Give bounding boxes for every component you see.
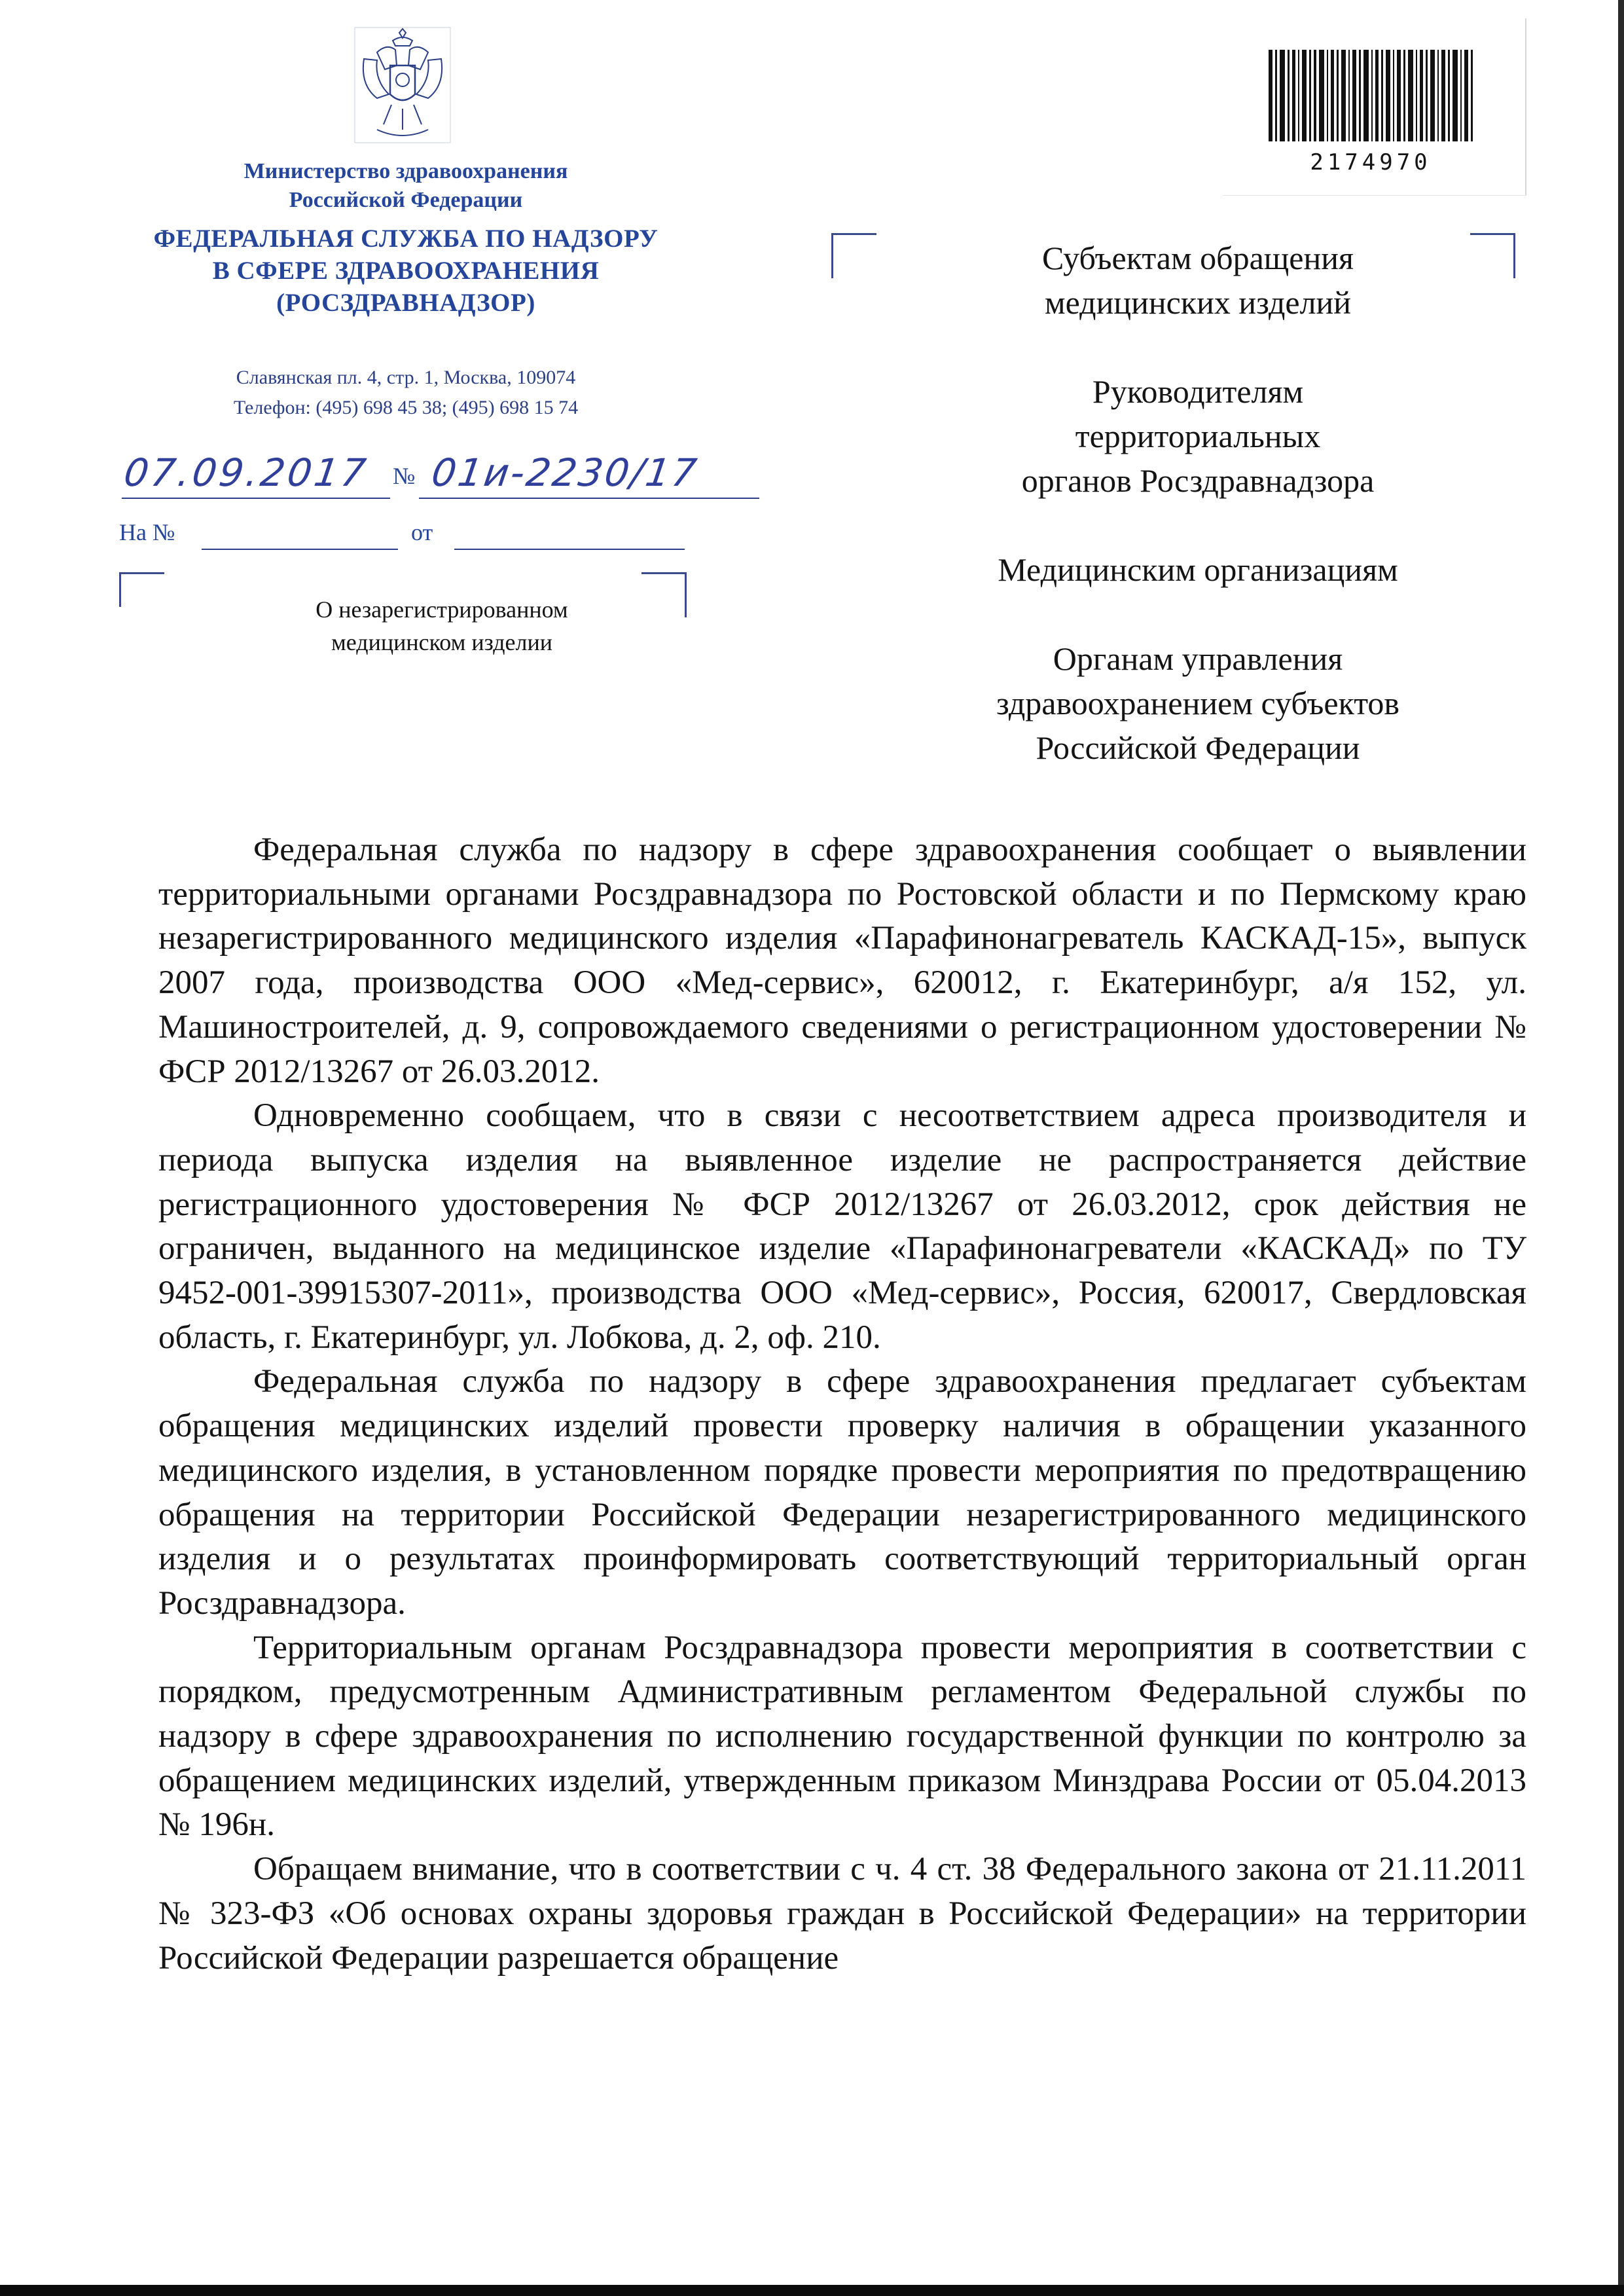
barcode-icon bbox=[1266, 50, 1475, 155]
letter-subject bbox=[249, 593, 635, 659]
addressee-line: Субъектам обращения bbox=[1042, 240, 1354, 276]
phone-line: Телефон: (495) 698 45 38; (495) 698 15 74 bbox=[233, 397, 579, 418]
subject-line: медицинском изделии bbox=[331, 629, 553, 655]
service-name bbox=[85, 223, 727, 319]
addressee-line: территориальных bbox=[1075, 418, 1321, 454]
scan-edge-bottom bbox=[0, 2285, 1624, 2296]
addressee-item bbox=[916, 236, 1479, 325]
body-paragraph: Территориальным органам Росздравнадзора провести мероприятия в соответствии с порядком, предусмотренным Административным регламентом Федеральной службы по надзору в сфере здравоохранения по исполнению государственной функции по контролю за обращением медицинских изделий, утвержденным приказом Минздрава России от 05.04.2013 № 196н. bbox=[158, 1629, 1526, 1844]
addressee-line: Руководителям bbox=[1092, 373, 1304, 410]
number-underline bbox=[419, 498, 759, 499]
reply-date-line bbox=[454, 549, 685, 550]
addressee-line: здравоохранением субъектов bbox=[996, 685, 1400, 721]
addressee-corner-left bbox=[831, 233, 876, 278]
coat-of-arms-emblem-icon bbox=[351, 26, 454, 144]
service-line: В СФЕРЕ ЗДРАВООХРАНЕНИЯ bbox=[212, 257, 600, 285]
addressee-line: Российской Федерации bbox=[1036, 729, 1360, 766]
body-paragraph: Федеральная служба по надзору в сфере здравоохранения предлагает субъектам обращения медицинских изделий провести проверку наличия в обращении указанного медицинского изделия, в установленном порядке провести мероприятия по предотвращению обращения на территории Российской Федерации незарегистрированного медицинского изделия и о результатах проинформировать соответствующий территориальный орган Росздравнадзора. bbox=[158, 1363, 1526, 1622]
body-paragraph: Обращаем внимание, что в соответствии с ч. 4 ст. 38 Федерального закона от 21.11.2011 № 323-ФЗ «Об основах охраны здоровья граждан в Российской Федерации» на территории Российской Федерации разрешается обращение bbox=[158, 1851, 1526, 1977]
subject-line: О незарегистрированном bbox=[316, 596, 568, 623]
scan-edge-right bbox=[1618, 0, 1624, 2296]
letter-body bbox=[158, 828, 1526, 1980]
handwritten-number: 01и-2230/17 bbox=[429, 450, 702, 495]
ministry-name bbox=[124, 157, 687, 215]
ministry-line: Российской Федерации bbox=[289, 188, 523, 212]
addressee-line: медицинских изделий bbox=[1044, 284, 1352, 321]
service-address bbox=[124, 363, 687, 423]
ministry-line: Министерство здравоохранения bbox=[244, 159, 568, 183]
service-line: ФЕДЕРАЛЬНАЯ СЛУЖБА ПО НАДЗОРУ bbox=[153, 225, 659, 253]
addressee-item bbox=[916, 369, 1479, 503]
date-underline bbox=[122, 498, 390, 499]
reply-date-label: от bbox=[411, 519, 433, 545]
reply-number-label: На № bbox=[119, 519, 175, 545]
addressee-block bbox=[916, 236, 1479, 770]
barcode-number: 2174970 bbox=[1310, 149, 1432, 175]
body-paragraph: Одновременно сообщаем, что в связи с несоответствием адреса производителя и периода выпуска изделия на выявленное изделие не распространяется действие регистрационного удостоверения № ФСР 2012/13267 от 26.03.2012, срок действия не ограничен, выданного на медицинское изделие «Парафинонагреватели «КАСКАД» по ТУ 9452-001-39915307-2011», производства ООО «Мед-сервис», Россия, 620017, Свердловская область, г. Екатеринбург, ул. Лобкова, д. 2, оф. 210. bbox=[158, 1097, 1526, 1356]
subject-corner-right bbox=[641, 572, 687, 617]
reply-number-line bbox=[202, 549, 398, 550]
subject-corner-left bbox=[119, 572, 164, 607]
addressee-line: органов Росздравнадзора bbox=[1021, 462, 1375, 499]
handwritten-date: 07.09.2017 bbox=[121, 450, 371, 495]
body-paragraph: Федеральная служба по надзору в сфере здравоохранения сообщает о выявлении территориальными органами Росздравнадзора по Ростовской области и по Пермскому краю незарегистрированного медицинского изделия «Парафинонагреватель КАСКАД-15», выпуск 2007 года, производства ООО «Мед-сервис», 620012, г. Екатеринбург, а/я 152, ул. Машиностроителей, д. 9, сопровождаемого сведениями о регистрационном удостоверении № ФСР 2012/13267 от 26.03.2012. bbox=[158, 831, 1526, 1090]
number-sign: № bbox=[393, 463, 416, 489]
service-line: (РОСЗДРАВНАДЗОР) bbox=[276, 289, 535, 317]
address-line: Славянская пл. 4, стр. 1, Москва, 109074 bbox=[236, 367, 576, 388]
addressee-line: Медицинским организациям bbox=[998, 551, 1398, 588]
addressee-line: Органам управления bbox=[1053, 640, 1343, 677]
addressee-item bbox=[916, 547, 1479, 592]
addressee-item bbox=[916, 636, 1479, 770]
